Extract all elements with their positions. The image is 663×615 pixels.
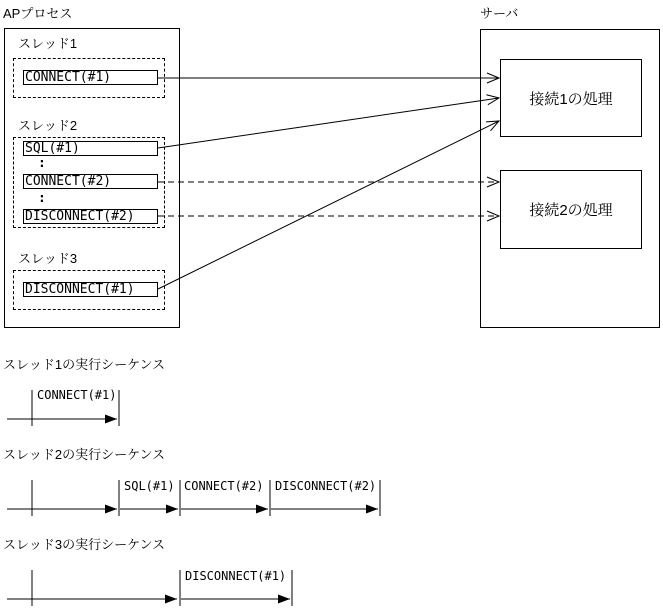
thread3-label: スレッド3 — [18, 251, 78, 266]
seq2-step-disconnect2: DISCONNECT(#2) — [275, 479, 377, 493]
call-disconnect-1-box: DISCONNECT(#1) — [23, 282, 158, 297]
arrow-sql1-to-conn1 — [158, 98, 499, 148]
call-sql-1-box: SQL(#1) — [23, 141, 158, 156]
thread2-ellipsis-1: : — [38, 156, 46, 171]
seq2-title: スレッド2の実行シーケンス — [3, 447, 166, 462]
call-disconnect-2-box: DISCONNECT(#2) — [23, 209, 158, 224]
arrow-disconnect1-to-conn1 — [158, 121, 499, 289]
call-connect-2-box: CONNECT(#2) — [23, 174, 158, 189]
seq2-step-connect2: CONNECT(#2) — [184, 479, 264, 493]
thread2-label: スレッド2 — [18, 118, 78, 133]
connection2-process-box: 接続2の処理 — [500, 170, 642, 249]
ap-process-title: APプロセス — [3, 6, 73, 21]
seq3-step-disconnect1: DISCONNECT(#1) — [185, 569, 287, 583]
thread2-ellipsis-2: : — [38, 191, 46, 206]
seq1-title: スレッド1の実行シーケンス — [3, 357, 166, 372]
seq1-step-connect1: CONNECT(#1) — [37, 388, 117, 402]
thread1-label: スレッド1 — [18, 36, 78, 51]
call-connect-1-box: CONNECT(#1) — [23, 70, 158, 85]
seq3-title: スレッド3の実行シーケンス — [3, 537, 166, 552]
seq2-step-sql1: SQL(#1) — [124, 479, 175, 493]
server-title: サーバ — [480, 6, 519, 21]
connection1-process-box: 接続1の処理 — [500, 59, 642, 137]
